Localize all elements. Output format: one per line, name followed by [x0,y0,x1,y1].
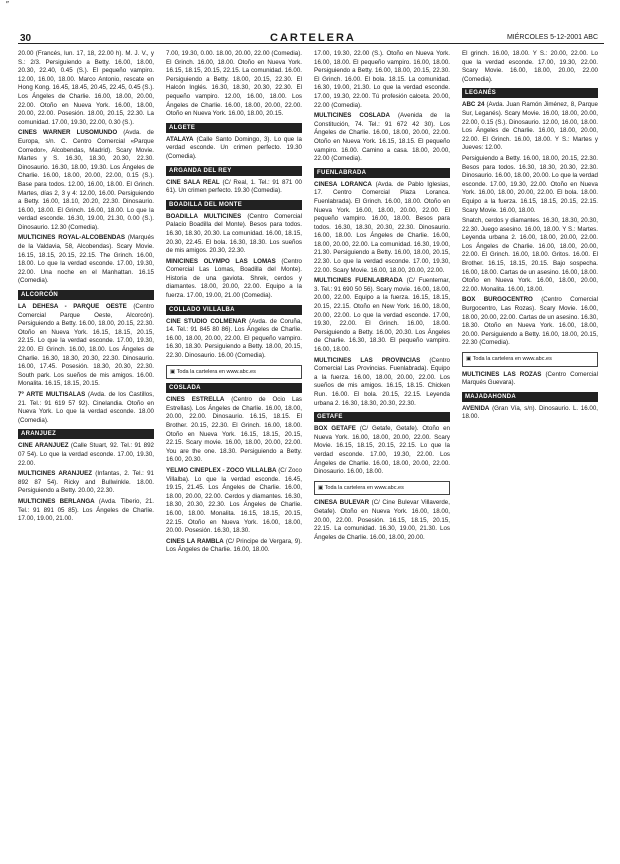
cinema-name: AVENIDA [462,404,490,412]
web-promo-box: ▣ Toda la cartelera en www.abc.es [166,365,302,380]
cinema-listing [462,371,598,388]
cinema-listing [462,217,598,294]
town-heading: LEGANÉS [462,88,598,98]
listing-text: (Calle Stuart, 92. Tel.: 91 892 07 54). Lo que la verdad esconde. 17.00, 19.30, 22.00. [18,442,154,467]
cinema-name: MINICINES OLYMPO LAS LOMAS [166,257,276,265]
listing-column-4 [462,50,598,856]
page-number: 30 [20,33,32,44]
cinema-listing [18,470,154,496]
cinema-name: CINES ESTRELLA [166,396,225,404]
listing-column-3 [314,50,450,856]
listing-text: (Avda. Juan Ramón Jiménez, 8, Parque Sur, Leganés). Scary Movie. 16.00, 18.00, 20.00, 22.00, 0.15 (S.). Dinosaurio. 12.00, 16.00, 18.00. Los Ángeles de Charlie. 16.00, 18.00, 20.00, 22.00. El Grinch. 16.00, 18.00. Y S.: Martes y Jueves: 12.00. [462,101,598,152]
cinema-name: BOX GETAFE [314,425,356,433]
town-heading: FUENLABRADA [314,168,450,178]
section-title: CARTELERA [270,32,356,44]
listing-text: Snatch, cerdos y diamantes. 16.30, 18.30, 20.30, 22.30. Juego asesino. 16.00, 18.00. Y S.: Martes. Leyenda urbana 2. 16.00, 18.00, 20.00, 22.00. Los Ángeles de Charlie. 16.00, 18.00, 20.00, 22.00. El Grinch. 16.00, 18.00. Gritos. 16.00. El Brother. 16.15, 18.15, 20.15. Bajo sospecha. 16.00, 18.00. Cartas de un asesino. 16.00, 18.00. Otoño en Nueva York. 16.00, 18.00, 20.00, 22.00. Monalita. 16.00, 18.00. [462,217,598,293]
cinema-listing [166,258,302,301]
town-heading: ALCORCÓN [18,290,154,300]
listing-text: (Marqués de la Valdavia, 58, Alcobendas). Scary Movie. 16.15, 18.15, 20.15, 22.15. The Grinch. 16.00, 18.00. Lo que la verdad esconde. 17.00, 19.30, 22.00. Una noche en el Manhattan. 16.15 (Comedia). [18,234,154,285]
cinema-name: CINE ARANJUEZ [18,442,69,450]
listing-text: Persiguiendo a Betty. 16.00, 18.00, 20.15, 22.30. Besos para todos. 16.30, 18.30, 20.30, 22.30. Dinosaurio. 16.00, 18.00, 20.00. Lo que la verdad esconde. 17.00, 19.30, 22.00. Otoño en Nueva York. 16.00, 18.00, 20.00, 22.00. El bola. 18.00. Equipo a la fuerza. 16.15, 18.15, 20.15, 22.15. Scary Movie. 16.00, 18.00. [462,154,598,214]
corner-mark: ″ [6,0,9,9]
cinema-name: MULTICINES BERLANGA [18,497,95,505]
listing-text: (C/ Real, 1. Tel.: 91 871 00 61). Un crimen perfecto. 19.30 (Comedia). [166,178,302,195]
cinema-listing [166,318,302,361]
cinema-listing [314,112,450,164]
cinema-listing [166,213,302,256]
cinema-listing [314,357,450,409]
cinema-listing [166,467,302,536]
listing-text: (Avda. de los Castillos, 21. Tel.: 91 619 57 92). Cinelandia. Otoño en Nueva York. Lo que la verdad esconde. 18.00 (Comedia). [18,390,154,424]
listing-text: (C/ Getafe, Getafe). Otoño en Nueva York. 16.00, 18.00, 20.00, 22.00. Scary Movie. 16.15, 18.15, 20.15, 22.15. Lo que la verdad esconde. 17.00, 19.30, 22.00. Los Ángeles de Charlie. 16.00, 18.00, 20.00, 22.00. Dinosaurio. 16.00, 18.00. [314,425,450,476]
cinema-listing [18,50,154,127]
cinema-listing [18,391,154,425]
cinema-name: MULTICINES ARANJUEZ [18,470,93,478]
cinema-name: CINESA BULEVAR [314,499,370,507]
listing-text: (Avenida de la Constitución, 74. Tel.: 91 672 42 30). Los Ángeles de Charlie. 16.00, 18.00, 20.00, 22.00. Otoño en Nueva York. 16.15, 18.15. El pequeño vampiro. 16.00. Camino a casa. 18.00, 20.00, 22.00 (Comedia). [314,112,450,163]
cinema-name: MULTICINES COSLADA [314,112,390,120]
cinema-listing [166,179,302,196]
cinema-name: ATALAYA [166,135,194,143]
cinema-name: ABC 24 [462,101,485,109]
listing-text: (Avda. Tiberio, 21. Tel.: 91 891 05 85). Los Ángeles de Charlie. 17.00, 19.00, 21.00. [18,497,154,523]
cinema-listing [314,499,450,542]
cinema-listing [18,303,154,389]
town-heading: COSLADA [166,383,302,393]
cinema-name: BOADILLA MULTICINES [166,212,242,220]
listing-text: (Centro Comercial Marqués Guevara). [462,370,598,387]
cinema-listing [166,136,302,162]
town-heading: MAJADAHONDA [462,392,598,402]
cinema-listing [18,129,154,232]
cinema-name: CINESA LORANCA [314,180,372,188]
cinema-name: BOX BURGOCENTRO [462,296,533,304]
cinema-name: YELMO CINEPLEX - ZOCO VILLALBA [166,466,277,474]
town-heading: COLLADO VILLALBA [166,305,302,315]
listing-text: (C/ Cine Bulevar Villaverde, Getafe). Otoño en Nueva York. 16.00, 18.00, 20.00, 22.00. Posesión. 16.15, 18.15, 20.15, 22.15. La comunidad. 16.30, 19.00, 21.30. Los Ángeles de Charlie. 16.00, 18.00, 20.00. [314,499,450,541]
cinema-listing [18,498,154,524]
town-heading: ARGANDA DEL REY [166,166,302,176]
cinema-listing [314,50,450,110]
cinema-name: MULTICINES LAS PROVINCIAS [314,356,421,364]
cinema-listing [18,442,154,468]
cinema-listing [462,296,598,348]
listing-text: (Centro Comercial Burgocentro, Las Rozas). Scary Movie. 16.00, 18.00, 20.00, 22.00. Cartas de un asesino. 16.30, 18.30. Otoño en Nueva York. 16.00, 18.00, 20.00. Persiguiendo a Betty. 16.00, 18.00, 20.15, 22.30 (Comedia). [462,296,598,347]
listing-text: 17.00, 19.30, 22.00 (S.). Otoño en Nueva York. 16.00, 18.00. El pequeño vampiro. 16.00, 18.00. Persiguiendo a Betty. 16.00, 18.00, 20.15, 22.30. El Grinch. 16.00. El bola. 18.15. La comunidad. 16.30, 19.00, 21.30. Lo que la verdad esconde. 17.00, 19.30, 22.00. Tú profesión calceta. 20.00, 22.00 (Comedia). [314,50,450,109]
listing-text: (Centro Comercial Parque Oeste, Alcorcón). Persiguiendo a Betty. 16.00, 18.00, 20.15, 22.30. Otoño en Nueva York. 16.15, 18.15, 20.15, 22.15. Lo que la verdad esconde. 17.00, 19.30, 22.00. El Grinch. 16.00, 18.00. Los Ángeles de Charlie. 16.30, 18.30, 20.30, 22.30. Dinosaurio. 16.00, 17.45. Posesión. 18.30, 20.30, 22.30. South park. Los sueños de mis amigos. 16.00. Monalita. 16.15, 18.15, 20.15. [18,303,154,388]
web-promo-box: ▣ Toda la cartelera en www.abc.es [462,352,598,367]
listing-text: (Avda. de Coruña, 14. Tel.: 91 845 80 86). Los Ángeles de Charlie. 16.00, 18.00, 20.00, 22.00. El pequeño vampiro. 16.30, 18.30. Persiguiendo a Betty. 18.00, 20.15, 22.30. Dinosaurio. 16.00 (Comedia). [166,317,302,360]
cinema-listing [462,155,598,215]
listing-text: (C/ Zoco Villalba). Lo que la verdad esconde. 16.45, 19.15, 21.45. Los Ángeles de Charlie. 16.00, 18.00, 20.00, 22.00. Cerdos y diamantes. 16.30, 18.30, 20.30, 22.30. Los Ángeles de Charlie. 16.00, 18.00. Monalita. 16.15, 18.15, 20.15, 22.15. Otoño en Nueva York. 16.00, 18.00, 20.00. Posesión. 16.30, 18.30. [166,466,302,535]
listing-text: (Avda. de Pablo Iglesias, 17. Centro Comercial Plaza Loranca. Fuenlabrada). El Grinch. 16.00, 18.00. Otoño en Nueva York. 16.00, 18.00, 20.00, 22.00. El pequeño vampiro. 16.00, 18.00. Besos para todos. 16.30, 18.30, 20.30, 22.30. Dinosaurio. 16.00, 18.00. Los Ángeles de Charlie. 16.00, 18.00, 20.00, 22.00. La comunidad. 16.30, 19.00, 21.30. Persiguiendo a Betty. 16.00, 18.00, 20.15, 22.30. Lo que la verdad esconde. 17.00, 19.30, 22.00. Scary Movie. 16.00, 18.00, 20.00, 22.00. [314,180,450,274]
listing-text: (Centro Comercial Palacio Boadilla del Monte). Besos para todos. 16.30, 18.30, 20.30. La comunidad. 16.00, 18.15, 20.30, 22.45. El bola. 16.30, 18.30. Los sueños de mis amigos. 20.30, 22.30. [166,212,302,255]
listing-text: (Gran Vía, s/n). Dinosaurio. L. 16.00, 18.00. [462,404,598,421]
cinema-name: CINES WARNER LUSOMUNDO [18,129,118,137]
cinema-listing [314,181,450,276]
cinema-listing [462,50,598,84]
listing-text: (Centro Comercial Las Provincias. Fuenlabrada). Equipo a la fuerza. 16.00, 18.00, 20.00, 22.00. Los sueños de mis amigos. 16.15, 18.15. Chicken Run. 16.00. El bola. 20.15, 22.15. Leyenda urbana 2. 16.30, 18.30, 20.30, 22.30. [314,356,450,407]
cinema-listing [166,50,302,119]
town-heading: GETAFE [314,412,450,422]
cinema-listing [166,396,302,465]
listing-text: (C/ Fuentemar, 3. Tel.: 91 690 50 56). Scary movie. 16.00, 18.00, 20.00, 22.00. Equipo a la fuerza. 16.15, 18.15, 20.15, 22.15. Otoño en New York. 16.00, 18.00, 20.00, 22.00. Lo que la verdad esconde. 17.00, 19.30, 22.00. El Grinch. 16.00, 18.00. Persiguiendo a Betty. 16.00, 20.30. Los Ángeles de Charlie. 16.30, 18.30. El pequeño vampiro. 16.00, 18.00. [314,277,450,353]
cinema-name: MULTICINES LAS ROZAS [462,370,542,378]
town-heading: BOADILLA DEL MONTE [166,200,302,210]
cinema-listing [462,101,598,153]
listing-text: (Infantas, 2. Tel.: 91 892 87 54). Ricky and Bullwinkle. 18.00. Persiguiendo a Betty. 20.00, 22.30. [18,470,154,495]
listing-text: 20.00 (Francés, lun. 17, 18, 22.00 h). M. J. V., y S.: 2/3. Persiguiendo a Betty. 16.00, 18.00, 20.30, 22.40, 0.45 (S.). El pequeño vampiro. 12.00, 16.00, 18.00. Marco Antonio, rescate en Hong Kong. 16.45, 18.45, 20.45, 22.45, 0.45 (S.). Los Ángeles de Charlie. 16.00, 18.00, 20.00, 22.00. Otoño en Nueva York. 16.00, 18.00, 20.00, 22.00. Posesión. 18.00, 20.15, 22.30. La comunidad. 17.00, 19.30, 22.00, 0.30 (S.). [18,50,154,126]
cinema-name: CINE STUDIO COLMENAR [166,317,247,325]
listing-column-2 [166,50,302,856]
town-heading: ALGETE [166,123,302,133]
listing-column-1 [18,50,154,856]
cinema-name: MULTICINES ROYAL-ALCOBENDAS [18,234,125,242]
cinema-name: CINE SALA REAL [166,178,220,186]
cinema-listing [314,277,450,354]
cinema-name: CINES LA RAMBLA [166,537,224,545]
listing-text: (C/ Principe de Vergara, 9). Los Ángeles de Charlie. 16.00, 18.00. [166,537,302,554]
cinema-listing [462,405,598,422]
cinema-listing [314,425,450,477]
listing-text: 7.00, 19.30, 0.00. 18.00, 20.00, 22.00 (Comedia). El Grinch. 16.00, 18.00. Otoño en Nueva York. 16.15, 18.15, 20.15, 22.15. La comunidad. 16.00. Persiguiendo a Betty. 18.00, 20.15, 22.30. El Halcón Inglés. 16.30, 18.30, 20.30, 22.30. El pequeño vampiro. 12.00, 16.00, 18.00. Los Ángeles de Charlie. 16.00, 18.00, 20.00, 22.00. Otoño en Nueva York. 16.00, 18.00, 20.15. [166,50,302,118]
cinema-listing [166,538,302,555]
header-rule [18,43,604,44]
listing-text: El grinch. 16.00, 18.00. Y S.: 20.00, 22.00. Lo que la verdad esconde. 17.00, 19.30, 22.00. Scary Movie. 16.00, 18.00, 20.00, 22.00 (Comedia). [462,50,598,83]
listing-text: (Centro Comercial Las Lomas, Boadilla del Monte). Historia de una gaviota. Shrek, cerdos y diamantes. 18.00, 20.00, 22.00. Equipo a la fuerza. 17.00, 19.00, 21.00 (Comedia). [166,257,302,300]
town-heading: ARANJUEZ [18,429,154,439]
listing-text: (Centro de Ocio Las Estrellas). Los Ángeles de Charlie. 16.00, 18.00, 20.00, 22.00. Dinosaurio. 16.15, 18.15. El Brother. 20.15, 22.30. El Grinch. 16.00, 18.00. Otoño en Nueva York. 16.15, 18.15, 20.15, 22.15. Scary movie. 16.00, 18.00, 20.00, 22.00. You are the one. 18.30. Persiguiendo a Betty. 16.00, 20.30. [166,396,302,464]
web-promo-box: ▣ Toda la cartelera en www.abc.es [314,481,450,496]
listing-text: (Avda. de Europa, s/n. C. Centro Comercial «Parque Corredor», Alcobendas, Madrid). Scary Movie. Martes y S. 16.30, 18.30, 20.30, 22.30. Dinosaurio. 16.30, 18.00, 19.30. Los Ángeles de Charlie. 16.00, 18.00, 20.00, 22.00, 0.15 (S.). Base para todos. 12.00, 16.00, 18.00. El Grinch. Martes, días 2, 3 y 4: 12.00, 16.00. Persiguiendo a Betty. 16.00, 18.10, 20.20, 22.30. Dinosaurio. 16.00, 18.00. El Grinch. 16.00, 18.00. Lo que la verdad esconde. 16.30, 19.00, 21.30, 0.00 (S.). Dinosaurio. 12.30 (Comedia). [18,129,154,231]
cinema-name: 7º ARTE MULTISALAS [18,390,86,398]
cinema-name: MULTICINES FUENLABRADA [314,277,403,285]
listing-text: (Calle Santo Domingo, 3). Lo que la verdad esconde. Un crimen perfecto. 19.30 (Comedia). [166,135,302,160]
cinema-listing [18,234,154,286]
dateline: MIÉRCOLES 5-12-2001 ABC [506,34,598,41]
page-header [0,0,620,44]
cinema-name: LA DEHESA - PARQUE OESTE [18,303,127,311]
